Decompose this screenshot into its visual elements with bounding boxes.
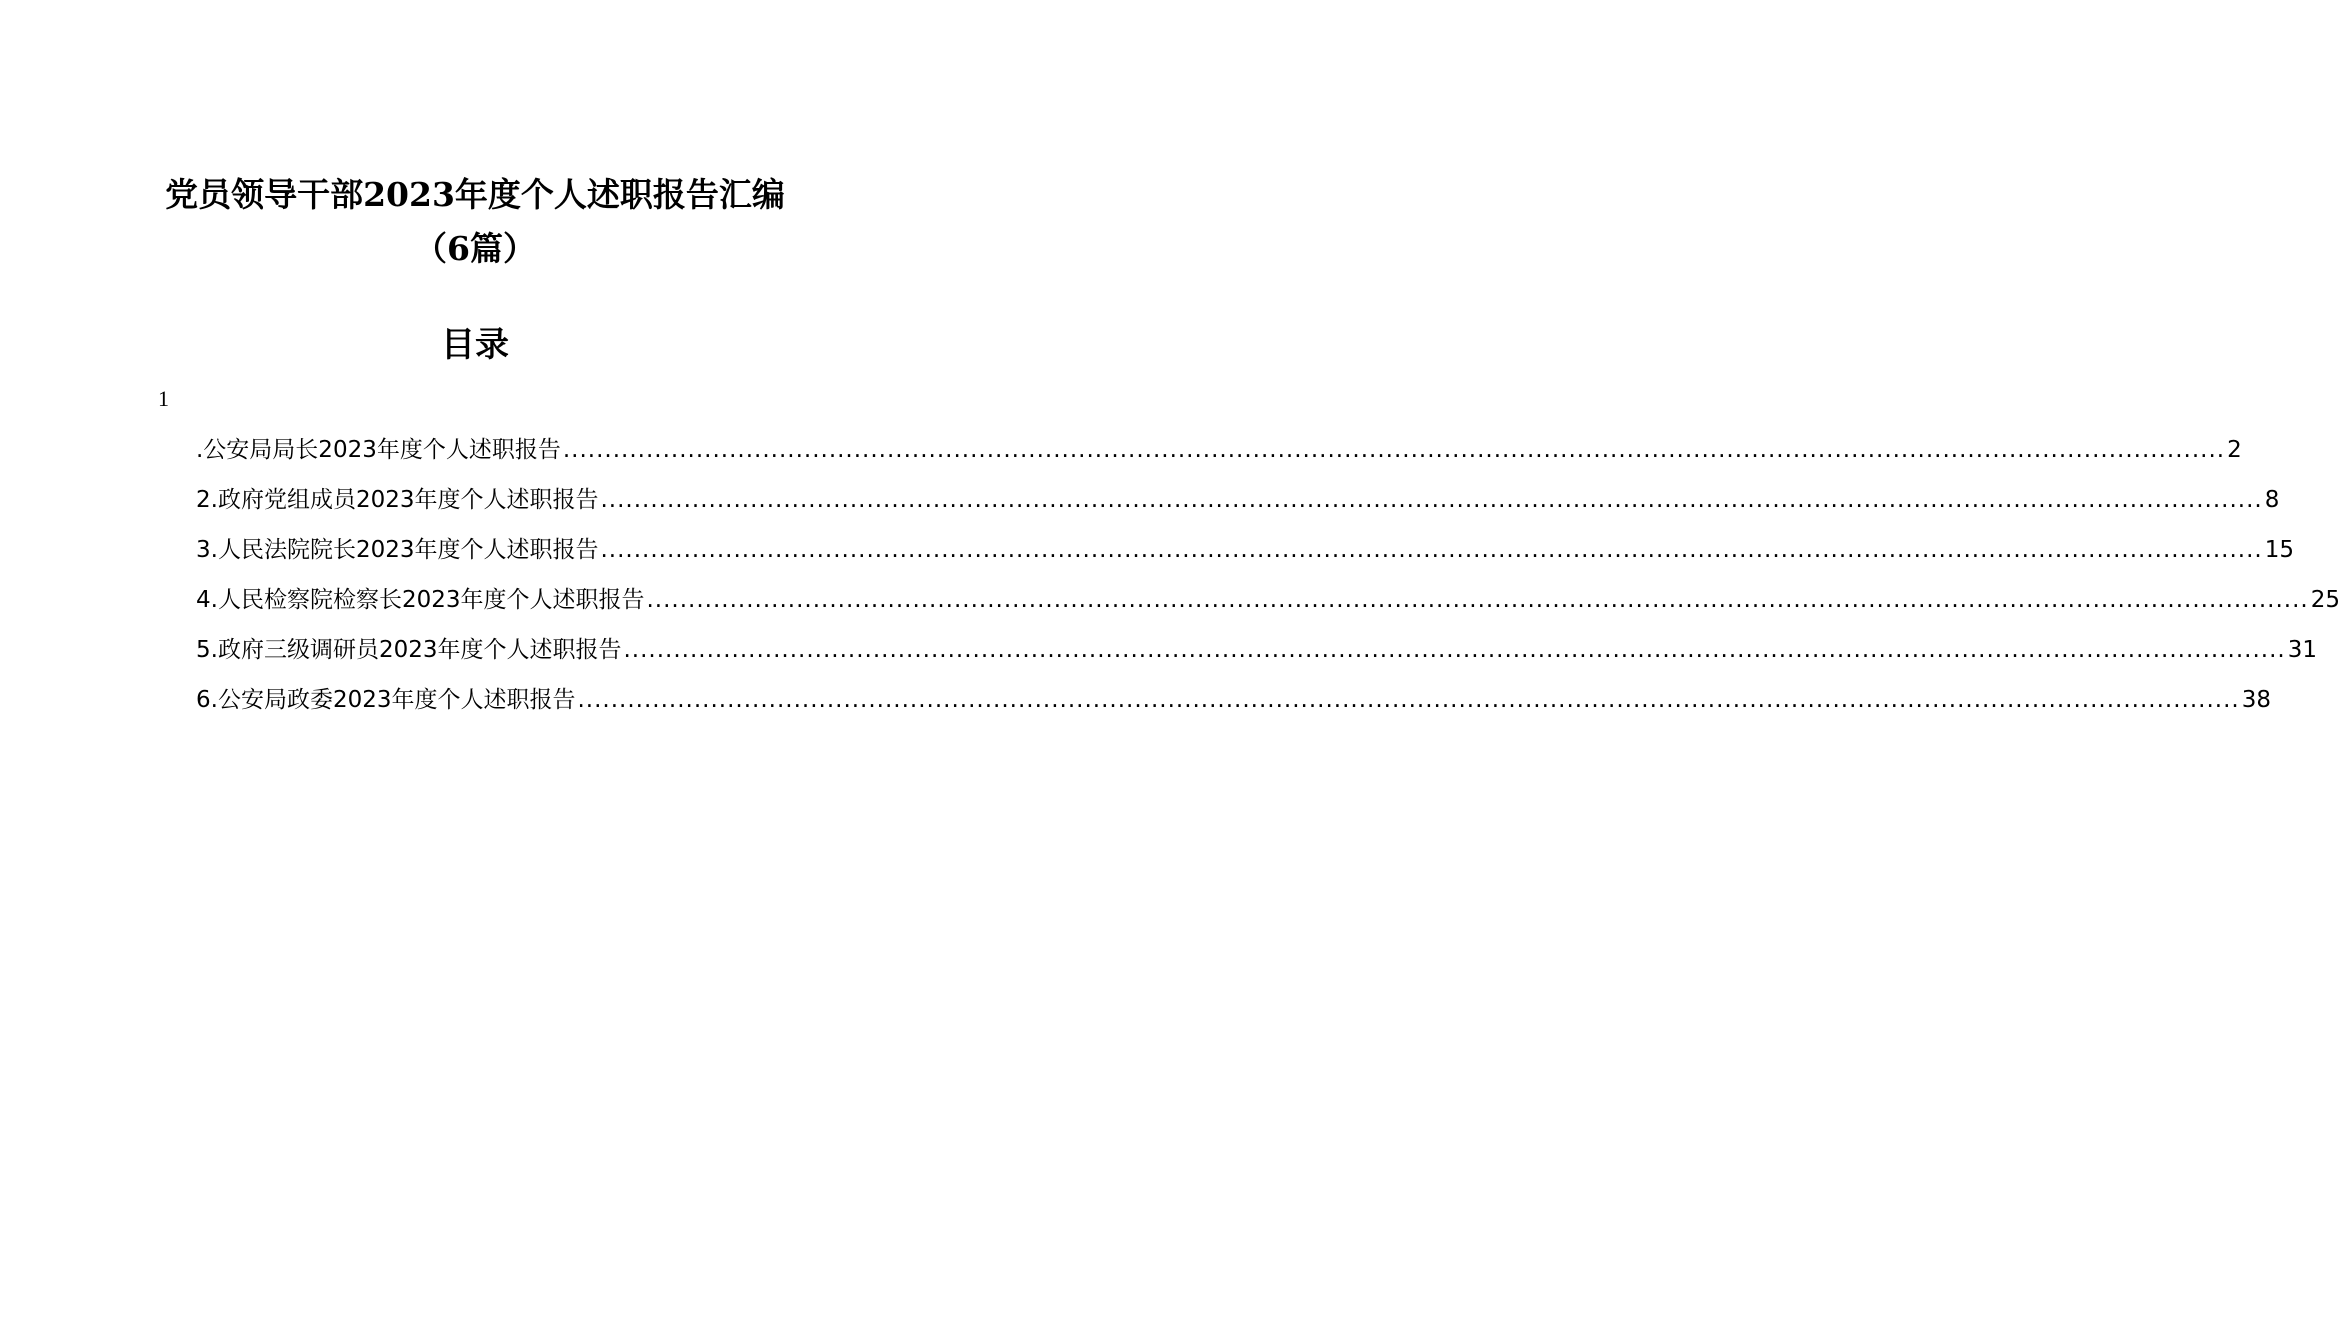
document-title-line-2: （6篇） <box>414 229 536 268</box>
table-of-contents <box>196 428 2340 728</box>
toc-page-number: 8 <box>2264 487 2280 513</box>
toc-entry-label: 4.人民检察院检察长2023年度个人述职报告 <box>196 587 645 613</box>
document-title-line-1: 党员领导干部2023年度个人述职报告汇编 <box>165 175 785 214</box>
toc-dot-leader: ........................................................................................................................................................................................................ <box>600 487 2263 513</box>
toc-page-number: 2 <box>2227 437 2242 463</box>
toc-page-number: 15 <box>2264 537 2294 563</box>
toc-heading: 目录 <box>441 325 509 365</box>
toc-entry-label: 6.公安局政委2023年度个人述职报告 <box>196 687 576 713</box>
toc-page-number: 25 <box>2310 587 2340 613</box>
document-title <box>0 168 950 276</box>
toc-dot-leader: ........................................................................................................................................................................................................ <box>623 637 2286 663</box>
toc-entry-label: .公安局局长2023年度个人述职报告 <box>196 437 561 463</box>
toc-entry-1[interactable] <box>196 428 2242 478</box>
list-number-marker: 1 <box>158 386 169 411</box>
toc-dot-leader: ........................................................................................................................................................................................................ <box>600 537 2263 563</box>
toc-entry-3[interactable] <box>196 528 2294 578</box>
toc-page-number: 31 <box>2287 637 2317 663</box>
toc-dot-leader: ........................................................................................................................................................................................................ <box>562 437 2226 463</box>
toc-entry-5[interactable] <box>196 628 2317 678</box>
toc-entry-label: 5.政府三级调研员2023年度个人述职报告 <box>196 637 622 663</box>
toc-page-number: 38 <box>2241 687 2271 713</box>
toc-entry-label: 3.人民法院院长2023年度个人述职报告 <box>196 537 599 563</box>
toc-dot-leader: ........................................................................................................................................................................................................ <box>577 687 2240 713</box>
toc-entry-6[interactable] <box>196 678 2271 728</box>
toc-entry-2[interactable] <box>196 478 2280 528</box>
toc-entry-label: 2.政府党组成员2023年度个人述职报告 <box>196 487 599 513</box>
toc-dot-leader: ........................................................................................................................................................................................................ <box>646 587 2309 613</box>
toc-entry-4[interactable] <box>196 578 2340 628</box>
